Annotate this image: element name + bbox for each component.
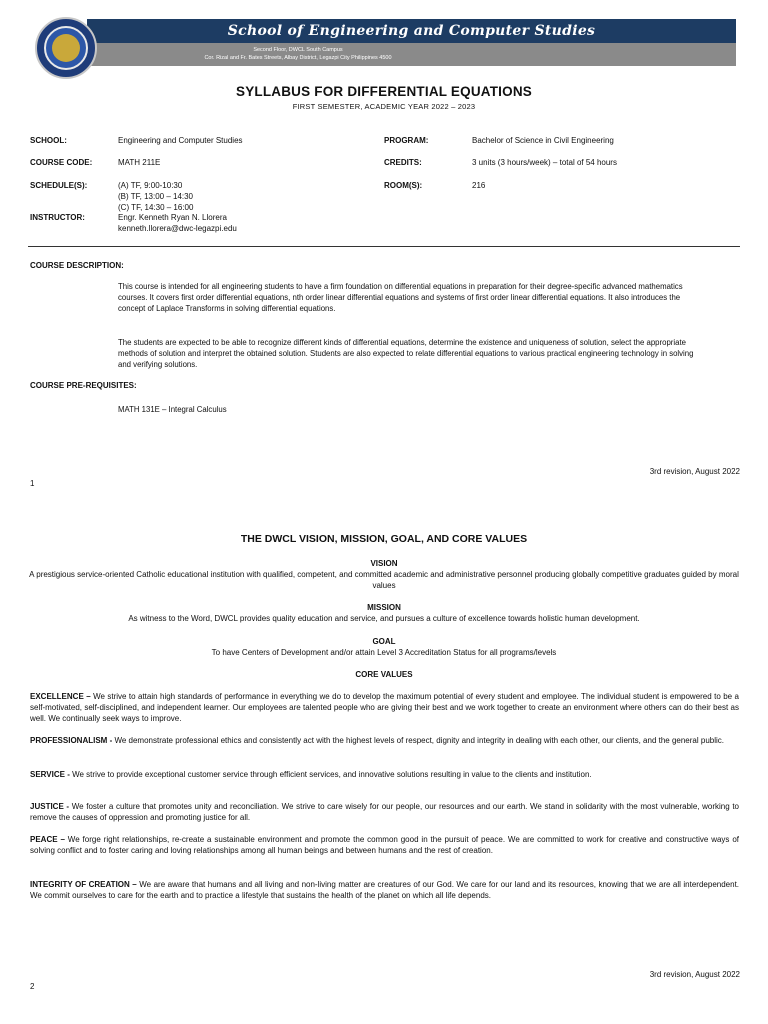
core-value-text: We strive to provide exceptional customer service through efficient services, and innovative solutions resulting in value to the clients and institution. xyxy=(69,770,592,779)
core-value-name: PEACE – xyxy=(30,835,65,844)
core-values-heading: CORE VALUES xyxy=(355,670,413,679)
core-value-professionalism xyxy=(30,735,739,746)
address-line-2: Cor. Rizal and Fr. Bates Streets, Albay District, Legazpi City Philippines 4500 xyxy=(204,55,392,61)
core-value-text: We forge right relationships, re-create a sustainable environment and promote the common good in the pursuit of peace. We are committed to work for creative and constructive ways of solving conflict and to foster caring and loving relationships among all human beings and between humans and the rest of creation. xyxy=(30,835,739,855)
college-seal-logo xyxy=(35,17,97,79)
core-value-text: We demonstrate professional ethics and consistently act with the highest levels of respect, dignity and integrity in dealing with each other, our clients, and the general public. xyxy=(112,736,724,745)
seal-emblem xyxy=(52,34,80,62)
page-number: 2 xyxy=(30,982,35,991)
section-divider xyxy=(28,246,740,247)
revision-note: 3rd revision, August 2022 xyxy=(649,467,740,476)
address-line-1: Second Floor, DWCL South Campus xyxy=(253,47,343,53)
school-label: SCHOOL: xyxy=(30,136,67,145)
course-code-label: COURSE CODE: xyxy=(30,158,93,167)
core-value-name: EXCELLENCE – xyxy=(30,692,91,701)
goal-text: To have Centers of Development and/or attain Level 3 Accreditation Status for all programs/levels xyxy=(211,648,557,657)
core-value-name: JUSTICE - xyxy=(30,802,70,811)
mission-heading: MISSION xyxy=(367,603,401,612)
page-2 xyxy=(0,500,768,1024)
instructor-email: kenneth.llorera@dwc-legazpi.edu xyxy=(118,224,237,233)
core-value-justice xyxy=(30,801,739,823)
seal-ring xyxy=(44,26,88,70)
course-code-value: MATH 211E xyxy=(118,158,161,167)
core-value-text: We strive to attain high standards of performance in everything we do to develop the maximum potential of every student and employee. The individual student is empowered to be a self-motivated, self-disciplined, and independent learner. Our employees are talented people who are giving their best and we work together to create an environment where others can do their best as well. We continually seek ways to improve. xyxy=(30,692,739,723)
core-value-integrity-of-creation xyxy=(30,879,739,901)
core-value-name: INTEGRITY OF CREATION – xyxy=(30,880,137,889)
prerequisites-value: MATH 131E – Integral Calculus xyxy=(118,405,227,414)
core-value-text: We are aware that humans and all living and non-living matter are creatures of our God. We care for our land and its resources, knowing that we are all interdependent. We commit ourselves to care for the earth and to practice a lifestyle that sustains the health of the planet on which all life depends. xyxy=(30,880,740,900)
credits-label: CREDITS: xyxy=(384,158,422,167)
vision-heading: VISION xyxy=(370,559,398,568)
goal-heading: GOAL xyxy=(372,637,396,646)
school-value: Engineering and Computer Studies xyxy=(118,136,243,145)
address-bar xyxy=(87,43,736,66)
program-value: Bachelor of Science in Civil Engineering xyxy=(472,136,614,145)
course-description-para-1: This course is intended for all engineering students to have a firm foundation on differential equations in preparation for their degree-specific advanced mathematics courses. It covers first order differential equations, nth order linear differential equations and systems of first order linear differential equations. It also introduces the concept of Laplace Transforms in solving differential equations. xyxy=(118,282,683,313)
schedule-label: SCHEDULE(S): xyxy=(30,181,88,190)
room-value: 216 xyxy=(472,181,486,190)
schedule-b: (B) TF, 13:00 – 14:30 xyxy=(118,192,194,201)
core-value-peace xyxy=(30,834,739,856)
instructor-name: Engr. Kenneth Ryan N. Llorera xyxy=(118,213,227,222)
schedule-a: (A) TF, 9:00-10:30 xyxy=(118,181,183,190)
vmgc-title: THE DWCL VISION, MISSION, GOAL, AND CORE VALUES xyxy=(240,533,528,545)
schedule-c: (C) TF, 14:30 – 16:00 xyxy=(118,203,194,212)
course-description-heading: COURSE DESCRIPTION: xyxy=(30,261,124,270)
vision-text: A prestigious service-oriented Catholic educational institution with qualified, competent, and committed academic and administrative personnel producing globally competitive graduates guided by moral values xyxy=(29,570,739,590)
revision-note: 3rd revision, August 2022 xyxy=(649,970,740,979)
program-label: PROGRAM: xyxy=(384,136,429,145)
core-value-name: PROFESSIONALISM - xyxy=(30,736,113,745)
prerequisites-heading: COURSE PRE-REQUISITES: xyxy=(30,381,137,390)
school-name: School of Engineering and Computer Studies xyxy=(227,23,596,39)
core-value-text: We foster a culture that promotes unity and reconciliation. We strive to care wisely for our people, our resources and our earth. We stand in solidarity with the most vulnerable, working to remove the causes of oppression and promoting justice for all. xyxy=(30,802,740,822)
credits-value: 3 units (3 hours/week) – total of 54 hours xyxy=(472,158,617,167)
mission-text: As witness to the Word, DWCL provides quality education and service, and pursues a culture of excellence towards holistic human development. xyxy=(128,614,640,623)
page-number: 1 xyxy=(30,479,35,488)
core-value-excellence xyxy=(30,691,739,724)
page-1 xyxy=(0,0,768,500)
school-banner xyxy=(87,19,736,43)
course-description-para-2: The students are expected to be able to recognize different kinds of differential equations, determine the existence and uniqueness of solution, select the appropriate methods of solution and interpret the obtained solution. Students are also expected to relate differential equations to various practical engineering technology in solving and verifying solutions. xyxy=(118,338,694,369)
syllabus-title: SYLLABUS FOR DIFFERENTIAL EQUATIONS xyxy=(235,84,532,99)
instructor-label: INSTRUCTOR: xyxy=(30,213,85,222)
core-value-name: SERVICE - xyxy=(30,770,70,779)
syllabus-subtitle: FIRST SEMESTER, ACADEMIC YEAR 2022 – 2023 xyxy=(292,102,476,111)
room-label: ROOM(S): xyxy=(384,181,423,190)
core-value-service xyxy=(30,769,739,780)
